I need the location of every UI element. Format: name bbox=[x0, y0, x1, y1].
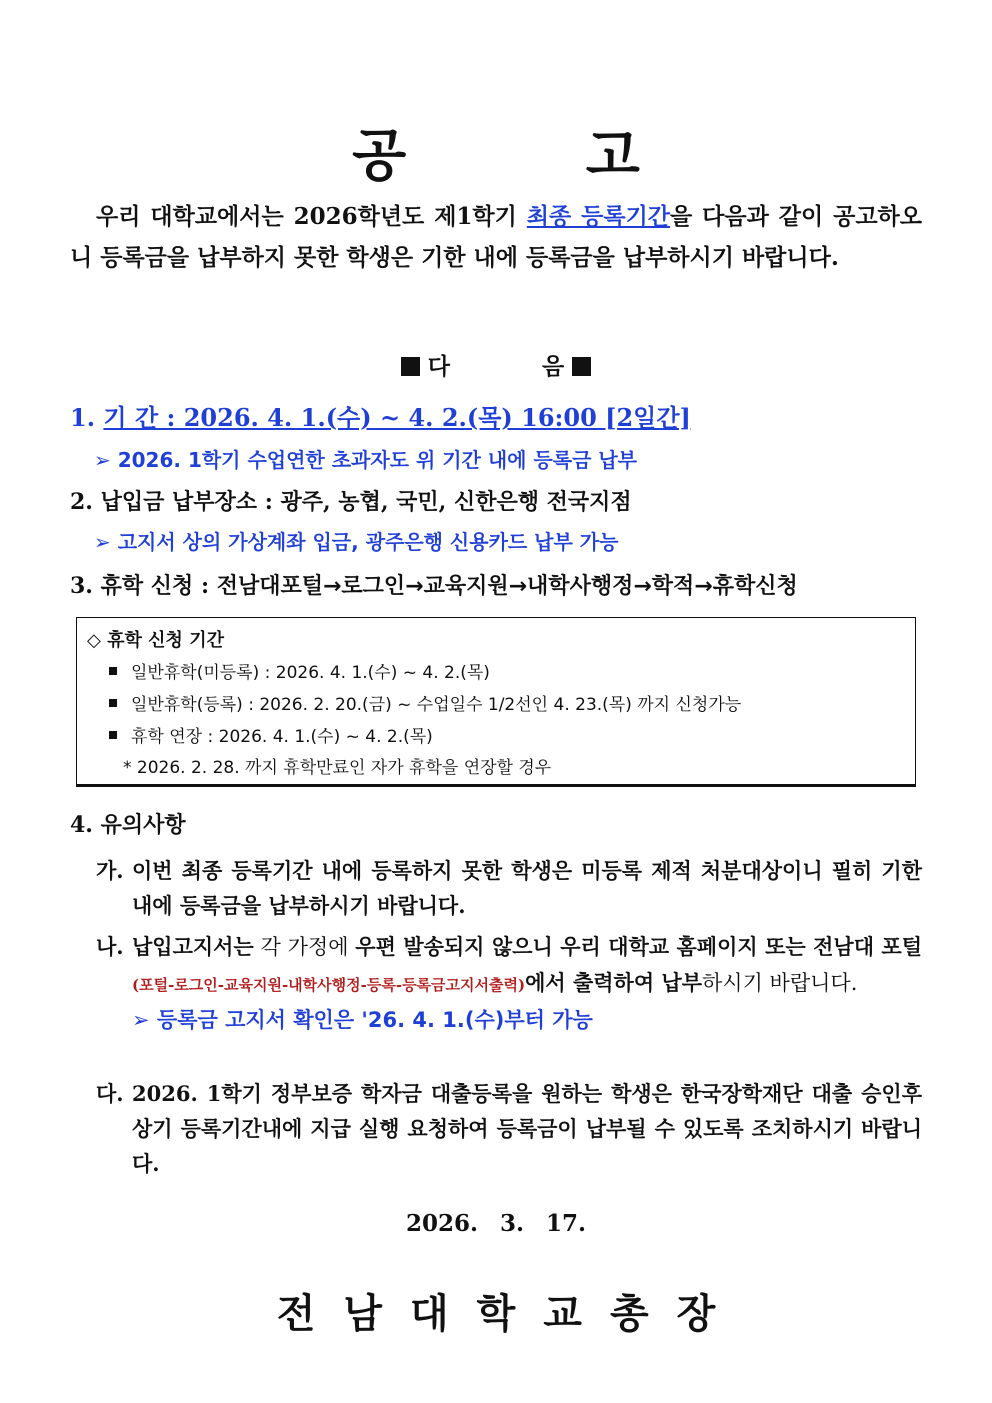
leave-row-text: 일반휴학(등록) : 2026. 2. 20.(금) ~ 수업일수 1/2선인 4. 23.(목) 까지 신청가능 bbox=[131, 695, 742, 715]
item-1-note: ➢ 2026. 1학기 수업연한 초과자도 위 기간 내에 등록금 납부 bbox=[94, 448, 638, 472]
leave-period-box bbox=[76, 617, 916, 787]
note-b-label: 나. bbox=[96, 934, 124, 959]
note-b bbox=[96, 929, 922, 1038]
square-bullet-icon bbox=[401, 357, 420, 376]
intro-highlight: 최종 등록기간 bbox=[526, 203, 671, 230]
square-bullet-icon bbox=[572, 357, 591, 376]
note-b-part: 납입고지서는 bbox=[132, 934, 254, 959]
bullet-icon bbox=[109, 667, 117, 675]
leave-row-text: 일반휴학(미등록) : 2026. 4. 1.(수) ~ 4. 2.(목) bbox=[131, 663, 490, 683]
bullet-icon bbox=[109, 699, 117, 707]
item-2-note: ➢ 고지서 상의 가상계좌 입금, 광주은행 신용카드 납부 가능 bbox=[94, 530, 619, 554]
note-b-path: (포털-로그인-교육지원-내학사행정-등록-등록금고지서출력) bbox=[132, 976, 526, 994]
leave-box-note: * 2026. 2. 28. 까지 휴학만료인 자가 휴학을 연장할 경우 bbox=[123, 758, 552, 778]
subheading bbox=[0, 348, 992, 381]
intro-paragraph bbox=[70, 196, 922, 278]
note-a-text: 이번 최종 등록기간 내에 등록하지 못한 학생은 미등록 제적 처분대상이니 필히 기한 내에 등록금을 납부하시기 바랍니다. bbox=[132, 858, 922, 918]
note-b-part: 우편 발송되지 않으니 우리 대학교 홈페이지 또는 전남대 포털 bbox=[355, 934, 923, 959]
leave-row-text: 휴학 연장 : 2026. 4. 1.(수) ~ 4. 2.(목) bbox=[131, 727, 433, 747]
note-c-text: 2026. 1학기 정부보증 학자금 대출등록을 원하는 학생은 한국장학재단 대출 승인후 상기 등록기간내에 지급 실행 요청하여 등록금이 납부될 수 있도록 조치하시기 바랍니다. bbox=[132, 1081, 922, 1176]
item-1-period bbox=[70, 398, 691, 433]
signature: 전남대학교총장 bbox=[276, 1290, 744, 1337]
page-title: 공 고 bbox=[352, 123, 720, 189]
leave-row bbox=[109, 658, 490, 683]
note-a bbox=[96, 853, 922, 923]
item-3-leave bbox=[70, 569, 798, 600]
note-b-arrow: ➢ 등록금 고지서 확인은 '26. 4. 1.(수)부터 가능 bbox=[132, 1008, 593, 1032]
item-1-label: 1. bbox=[70, 403, 104, 432]
item-2-place: 2. 납입금 납부장소 : 광주, 농협, 국민, 신한은행 전국지점 bbox=[70, 489, 632, 515]
subheading-right: 음 bbox=[542, 353, 565, 380]
item-4-notes-heading: 4. 유의사항 bbox=[70, 812, 186, 838]
leave-row bbox=[109, 690, 741, 715]
item-1-text: 기 간 : 2026. 4. 1.(수) ~ 4. 2.(목) 16:00 [2일간] bbox=[103, 403, 691, 432]
note-b-text bbox=[132, 929, 922, 1003]
note-c bbox=[96, 1076, 922, 1181]
note-b-part: 하시기 바랍니다. bbox=[702, 971, 858, 995]
note-a-label: 가. bbox=[96, 858, 124, 883]
item-3-path: 전남대포털→로그인→교육지원→내학사행정→학적→휴학신청 bbox=[216, 574, 798, 599]
note-b-part: 각 가정에 bbox=[253, 935, 356, 959]
note-b-part: 에서 출력하여 납부 bbox=[525, 970, 703, 995]
notice-date: 2026. 3. 17. bbox=[405, 1210, 587, 1237]
intro-before: 우리 대학교에서는 2026학년도 제1학기 bbox=[96, 203, 527, 230]
bullet-icon bbox=[109, 731, 117, 739]
leave-box-title: ◇ 휴학 신청 기간 bbox=[87, 630, 224, 651]
intro-after: 을 다음과 같이 공고하오니 등록금을 납부하지 못한 학생은 기한 내에 등록금을 납부하시기 바랍니다. bbox=[70, 203, 922, 271]
note-c-label: 다. bbox=[96, 1081, 124, 1106]
item-3-prefix: 3. 휴학 신청 : bbox=[70, 573, 217, 599]
subheading-left: 다 bbox=[427, 353, 450, 380]
leave-row bbox=[109, 722, 433, 747]
